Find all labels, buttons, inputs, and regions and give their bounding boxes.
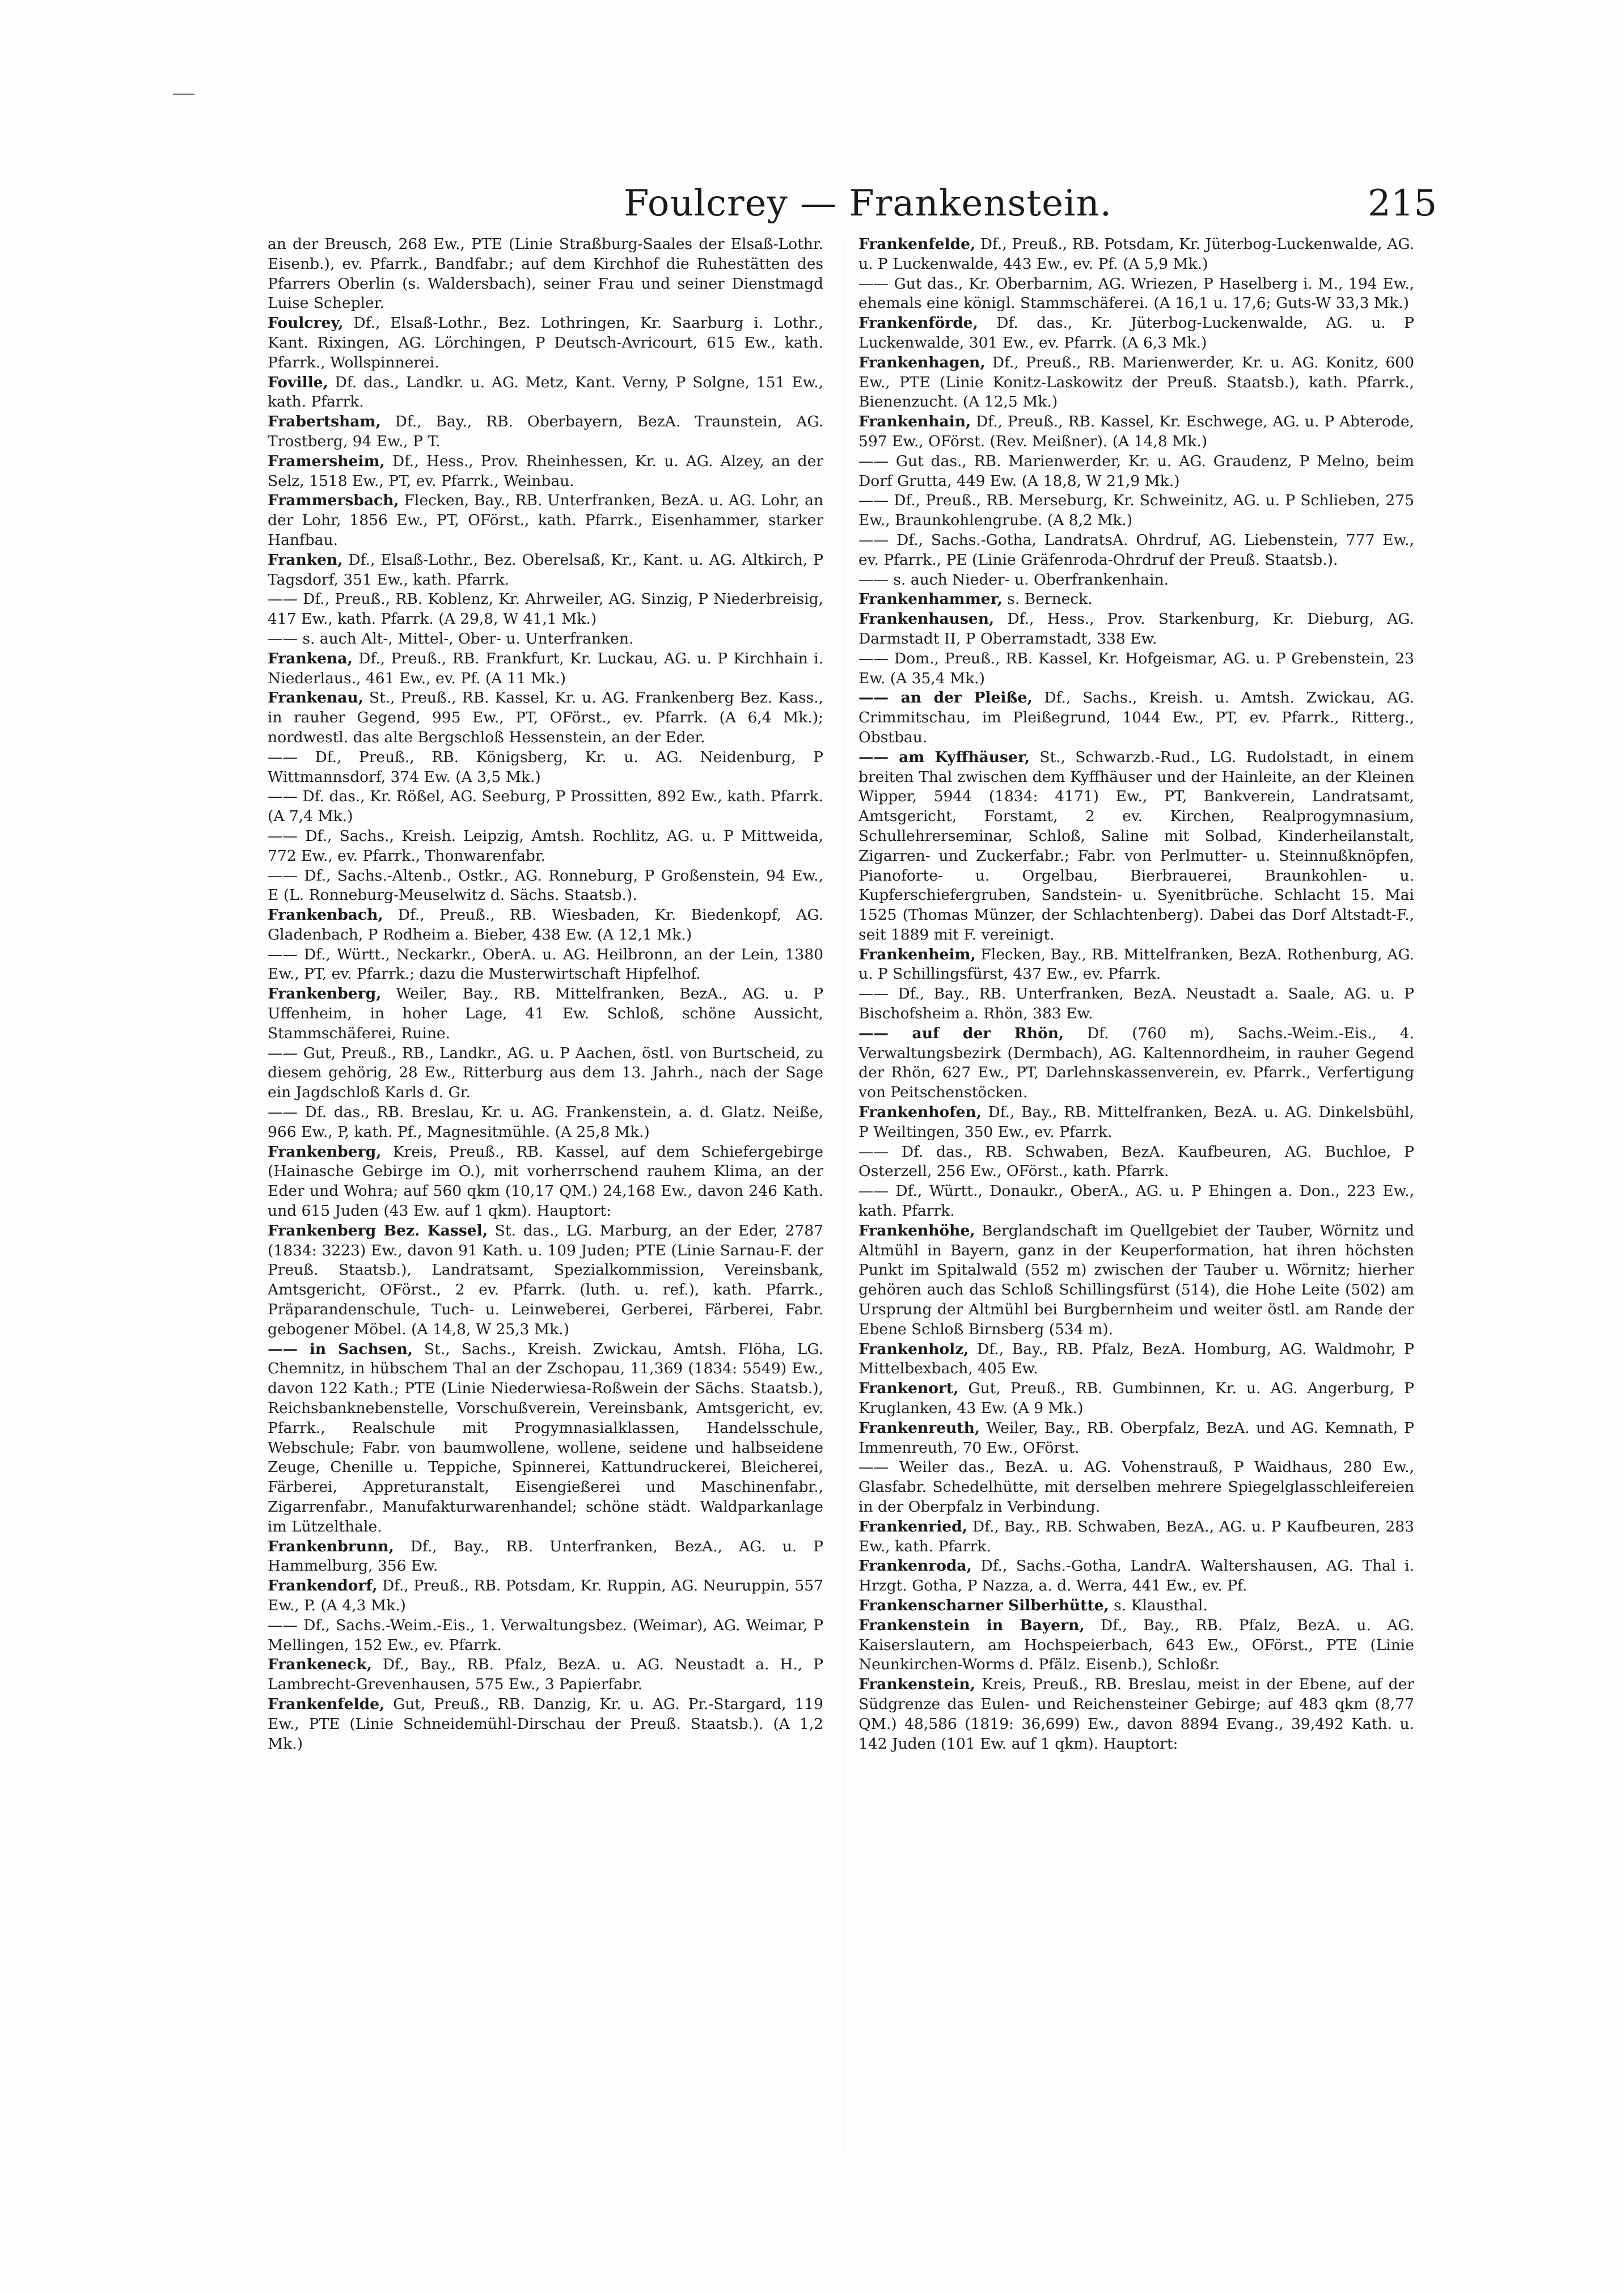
dictionary-entry [268, 452, 823, 492]
entry-headword: Frabertsham, [268, 413, 381, 431]
running-head: Foulcrey — Frankenstein. [624, 183, 1112, 225]
dictionary-entry [268, 235, 823, 314]
dictionary-entry [268, 1576, 823, 1616]
dictionary-entry [858, 1379, 1414, 1419]
entry-headword: —— in Sachsen, [268, 1340, 413, 1358]
entry-text: —— Weiler das., BezA. u. AG. Vohenstrauß, P Waidhaus, 280 Ew., Glasfabr. Schedelhütte, mit derselben mehrere Spiegelglasschleifereien in der Oberpfalz in Verbindung. [858, 1458, 1414, 1516]
entry-headword: Frankenberg, [268, 1143, 382, 1161]
entry-text: Df. das., Landkr. u. AG. Metz, Kant. Verny, P Solgne, 151 Ew., kath. Pfarrk. [268, 373, 823, 411]
entry-text: —— Df. das., RB. Breslau, Kr. u. AG. Frankenstein, a. d. Glatz. Neiße, 966 Ew., P, kath. Pf., Magnesitmühle. (A 25,8 Mk.) [268, 1103, 823, 1141]
entry-headword: Frankenfelde, [858, 235, 976, 253]
entry-headword: Frankenbrunn, [268, 1537, 394, 1555]
entry-headword: Frankenstein in Bayern, [858, 1616, 1085, 1634]
dictionary-entry [268, 984, 823, 1043]
entry-text: Df., Bay., RB. Pfalz, BezA. Homburg, AG. Waldmohr, P Mittelbexbach, 405 Ew. [858, 1340, 1414, 1378]
entry-text: Df. (760 m), Sachs.-Weim.-Eis., 4. Verwaltungsbezirk (Dermbach), AG. Kaltennordheim, in rauher Gegend der Rhön, 627 Ew., PT, Darlehnskassenverein, ev. Pfarrk., Verfertigung von Peitschenstöcken. [858, 1024, 1414, 1102]
entry-headword: Frankenhammer, [858, 590, 1003, 608]
entry-headword: Frankenort, [858, 1380, 959, 1398]
dictionary-entry [858, 274, 1414, 314]
entry-text: Df., Bay., RB. Pfalz, BezA. u. AG. Kaiserslautern, am Hochspeierbach, 643 Ew., OFörst., PTE (Linie Neunkirchen-Worms d. Pfälz. Eisenb.), Schloßr. [858, 1616, 1414, 1674]
dictionary-entry [268, 1537, 823, 1577]
dictionary-entry [858, 412, 1414, 452]
entry-headword: Foulcrey, [268, 314, 344, 332]
entry-headword: Frankenförde, [858, 314, 978, 332]
entry-text: St., Sachs., Kreish. Zwickau, Amtsh. Flöha, LG. Chemnitz, in hübschem Thal an der Zschopau, 11,369 (1834: 5549) Ew., davon 122 Kath.; PTE (Linie Niederwiesa-Roßwein der Sächs. Staatsb.), Reichsbanknebenstelle, Vorschußverein, Vereinsbank, Amtsgericht, ev. Pfarrk., Realschule mit Progymnasialklassen, Handelsschule, Webschule; Fabr. von baumwollene, wollene, seidene und halbseidene Zeuge, Chenille u. Teppiche, Spinnerei, Kattundruckerei, Bleicherei, Färberei, Appreturanstalt, Eisengießerei und Maschinenfabr., Zigarrenfabr., Manufakturwarenhandel; schöne städt. Waldparkanlage im Lützelthale. [268, 1340, 823, 1535]
entry-text: Df., Preuß., RB. Wiesbaden, Kr. Biedenkopf, AG. Gladenbach, P Rodheim a. Bieber, 438 Ew. (A 12,1 Mk.) [268, 906, 823, 944]
dictionary-entry [858, 1340, 1414, 1380]
entry-text: an der Breusch, 268 Ew., PTE (Linie Straßburg-Saales der Elsaß-Lothr. Eisenb.), ev. Pfarrk., Bandfabr.; auf dem Kirchhof die Ruhestätten des Pfarrers Oberlin (s. Waldersbach), seiner Frau und seiner Dienstmagd Luise Schepler. [268, 235, 823, 312]
dictionary-entry [268, 649, 823, 689]
entry-headword: Franken, [268, 551, 343, 569]
dictionary-entry [268, 688, 823, 747]
entry-text: Gut, Preuß., RB. Gumbinnen, Kr. u. AG. Angerburg, P Kruglanken, 43 Ew. (A 9 Mk.) [858, 1380, 1414, 1418]
dictionary-entry [858, 1419, 1414, 1458]
dictionary-entry [268, 491, 823, 550]
entry-headword: Frankenberg Bez. Kassel, [268, 1221, 488, 1239]
entry-headword: Frankenried, [858, 1517, 967, 1535]
dictionary-entry [858, 649, 1414, 689]
dictionary-entry [858, 1675, 1414, 1754]
dictionary-entry [858, 610, 1414, 649]
entry-text: s. Klausthal. [1109, 1596, 1208, 1614]
entry-text: Df., Elsaß-Lothr., Bez. Lothringen, Kr. Saarburg i. Lothr., Kant. Rixingen, AG. Lörchingen, P Deutsch-Avricourt, 615 Ew., kath. Pfarrk., Wollspinnerei. [268, 314, 823, 371]
entry-text: —— Df., Bay., RB. Unterfranken, BezA. Neustadt a. Saale, AG. u. P Bischofsheim a. Rhön, 383 Ew. [858, 985, 1414, 1023]
entry-headword: Frankenholz, [858, 1340, 969, 1358]
dictionary-entry [268, 1616, 823, 1656]
dictionary-entry [858, 353, 1414, 412]
entry-headword: Frankenheim, [858, 945, 976, 963]
entry-text: Df., Preuß., RB. Potsdam, Kr. Jüterbog-Luckenwalde, AG. u. P Luckenwalde, 443 Ew., ev. Pf. (A 5,9 Mk.) [858, 235, 1414, 273]
dictionary-entry [858, 314, 1414, 353]
entry-text: Df., Preuß., RB. Marienwerder, Kr. u. AG. Konitz, 600 Ew., PTE (Linie Konitz-Laskowitz der Preuß. Staatsb.), kath. Pfarrk., Bienenzucht. (A 12,5 Mk.) [858, 353, 1414, 411]
entry-text: —— Gut das., RB. Marienwerder, Kr. u. AG. Graudenz, P Melno, beim Dorf Grutta, 449 Ew. (A 18,8, W 21,9 Mk.) [858, 452, 1414, 490]
entry-headword: Frankenhöhe, [858, 1221, 975, 1239]
entry-headword: Frankenroda, [858, 1557, 972, 1575]
dictionary-entry [268, 1143, 823, 1221]
dictionary-entry [268, 945, 823, 985]
dictionary-entry [268, 314, 823, 373]
dictionary-entry [858, 235, 1414, 274]
dictionary-entry [268, 787, 823, 827]
dictionary-entry [858, 590, 1414, 610]
entry-text: Df., Hess., Prov. Rheinhessen, Kr. u. AG. Alzey, an der Selz, 1518 Ew., PT, ev. Pfarrk., Weinbau. [268, 452, 823, 490]
entry-text: Df., Preuß., RB. Kassel, Kr. Eschwege, AG. u. P Abterode, 597 Ew., OFörst. (Rev. Meißner). (A 14,8 Mk.) [858, 413, 1414, 450]
entry-headword: Foville, [268, 373, 328, 391]
entry-text: —— Df., Preuß., RB. Merseburg, Kr. Schweinitz, AG. u. P Schlieben, 275 Ew., Braunkohlengrube. (A 8,2 Mk.) [858, 492, 1414, 530]
entry-text: Gut, Preuß., RB. Danzig, Kr. u. AG. Pr.-Stargard, 119 Ew., PTE (Linie Schneidemühl-Dirschau der Preuß. Staatsb.). (A 1,2 Mk.) [268, 1695, 823, 1753]
entry-text: —— s. auch Alt-, Mittel-, Ober- u. Unterfranken. [268, 629, 634, 648]
entry-text: —— Dom., Preuß., RB. Kassel, Kr. Hofgeismar, AG. u. P Grebenstein, 23 Ew. (A 35,4 Mk.) [858, 649, 1414, 687]
dictionary-entry [268, 551, 823, 590]
entry-headword: Frankenreuth, [858, 1419, 980, 1437]
entry-text: Df., Hess., Prov. Starkenburg, Kr. Dieburg, AG. Darmstadt II, P Oberramstadt, 338 Ew. [858, 610, 1414, 648]
entry-text: St., Preuß., RB. Kassel, Kr. u. AG. Frankenberg Bez. Kass., in rauher Gegend, 995 Ew., PT, OFörst., ev. Pfarrk. (A 6,4 Mk.); nordwestl. das alte Bergschloß Hessenstein, an der Eder. [268, 689, 823, 746]
entry-headword: Frankena, [268, 649, 353, 667]
dictionary-entry [858, 491, 1414, 531]
entry-text: Berglandschaft im Quellgebiet der Tauber, Wörnitz und Altmühl in Bayern, ganz in der Keuperformation, hat ihren höchsten Punkt im Spitalwald (552 m) zwischen der Tauber u. Wörnitz; hierher gehören auch das Schloß Schillingsfürst (514), die Hohe Leite (502) am Ursprung der Altmühl bei Burgbernheim und weiter östl. am Rande der Ebene Schloß Birnsberg (534 m). [858, 1221, 1414, 1338]
dictionary-entry [858, 748, 1414, 945]
entry-text: —— Df. das., Kr. Rößel, AG. Seeburg, P Prossitten, 892 Ew., kath. Pfarrk. (A 7,4 Mk.) [268, 788, 823, 826]
entry-text: Df. das., Kr. Jüterbog-Luckenwalde, AG. u. P Luckenwalde, 301 Ew., ev. Pfarrk. (A 6,3 Mk.) [858, 314, 1414, 352]
entry-text: Df., Bay., RB. Pfalz, BezA. u. AG. Neustadt a. H., P Lambrecht-Grevenhausen, 575 Ew., 3 Papierfabr. [268, 1656, 823, 1694]
entry-headword: Frankeneck, [268, 1656, 372, 1674]
entry-text: —— Df., Württ., Neckarkr., OberA. u. AG. Heilbronn, an der Lein, 1380 Ew., PT, ev. Pfarrk.; dazu die Musterwirtschaft Hipfelhof. [268, 945, 823, 983]
entry-text: Weiler, Bay., RB. Oberpfalz, BezA. und AG. Kemnath, P Immenreuth, 70 Ew., OFörst. [858, 1419, 1414, 1457]
dictionary-entry [858, 1143, 1414, 1182]
dictionary-entry [268, 629, 823, 649]
entry-text: —— Df., Sachs.-Gotha, LandratsA. Ohrdruf, AG. Liebenstein, 777 Ew., ev. Pfarrk., PE (Linie Gräfenroda-Ohrdruf der Preuß. Staatsb.). [858, 531, 1414, 569]
entry-text: Weiler, Bay., RB. Mittelfranken, BezA., AG. u. P Uffenheim, in hoher Lage, 41 Ew. Schloß, schöne Aussicht, Stammschäferei, Ruine. [268, 985, 823, 1042]
entry-headword: —— auf der Rhön, [858, 1024, 1064, 1042]
entry-text: Df., Elsaß-Lothr., Bez. Oberelsaß, Kr., Kant. u. AG. Altkirch, P Tagsdorf, 351 Ew., kath. Pfarrk. [268, 551, 823, 589]
entry-headword: Frammersbach, [268, 492, 399, 510]
dictionary-entry [858, 1458, 1414, 1517]
dictionary-entry [858, 570, 1414, 590]
entry-text: —— Gut, Preuß., RB., Landkr., AG. u. P Aachen, östl. von Burtscheid, zu diesem gehörig, 28 Ew., Ritterburg aus dem 13. Jahrh., nach der Sage ein Jagdschloß Karls d. Gr. [268, 1044, 823, 1102]
page-number: 215 [1368, 183, 1437, 225]
page-edge-mark [173, 94, 194, 95]
entry-text: s. Berneck. [1002, 590, 1093, 608]
entry-text: Flecken, Bay., RB. Mittelfranken, BezA. Rothenburg, AG. u. P Schillingsfürst, 437 Ew., ev. Pfarrk. [858, 945, 1414, 983]
dictionary-entry [268, 1655, 823, 1695]
dictionary-entry [858, 1556, 1414, 1596]
dictionary-entry [858, 945, 1414, 985]
dictionary-entry [858, 1103, 1414, 1143]
entry-text: Df., Bay., RB. Mittelfranken, BezA. u. AG. Dinkelsbühl, P Weiltingen, 350 Ew., ev. Pfarrk. [858, 1103, 1414, 1141]
entry-headword: Frankenhagen, [858, 353, 986, 371]
dictionary-entry [858, 1596, 1414, 1616]
entry-text: Df., Preuß., RB. Potsdam, Kr. Ruppin, AG. Neuruppin, 557 Ew., P. (A 4,3 Mk.) [268, 1577, 823, 1614]
entry-text: —— Df., Sachs., Kreish. Leipzig, Amtsh. Rochlitz, AG. u. P Mittweida, 772 Ew., ev. Pfarrk., Thonwarenfabr. [268, 827, 823, 865]
entry-text: Df., Sachs., Kreish. u. Amtsh. Zwickau, AG. Crimmitschau, im Pleißegrund, 1044 Ew., PT, ev. Pfarrk., Ritterg., Obstbau. [858, 689, 1414, 746]
dictionary-entry [268, 590, 823, 629]
entry-headword: Frankendorf, [268, 1577, 378, 1595]
entry-headword: Frankenfelde, [268, 1695, 385, 1713]
dictionary-entry [268, 1340, 823, 1537]
entry-headword: Frankenhain, [858, 413, 971, 431]
entry-headword: Frankenberg, [268, 985, 382, 1003]
dictionary-entry [858, 1221, 1414, 1340]
entry-text: Df., Bay., RB. Schwaben, BezA., AG. u. P Kaufbeuren, 283 Ew., kath. Pfarrk. [858, 1517, 1414, 1555]
dictionary-entry [858, 1182, 1414, 1221]
dictionary-entry [268, 1044, 823, 1103]
entry-headword: Frankenbach, [268, 906, 383, 924]
entry-text: —— s. auch Nieder- u. Oberfrankenhain. [858, 570, 1169, 589]
entry-text: Df., Bay., RB. Oberbayern, BezA. Traunstein, AG. Trostberg, 94 Ew., P T. [268, 413, 823, 450]
entry-text: —— Df., Württ., Donaukr., OberA., AG. u. P Ehingen a. Don., 223 Ew., kath. Pfarrk. [858, 1182, 1414, 1220]
entry-text: St. das., LG. Marburg, an der Eder, 2787 (1834: 3223) Ew., davon 91 Kath. u. 109 Juden; PTE (Linie Sarnau-F. der Preuß. Staatsb.), Landratsamt, Spezialkommission, Vereinsbank, Amtsgericht, OFörst., 2 ev. Pfarrk. (luth. u. ref.), kath. Pfarrk., Präparandenschule, Tuch- u. Leinweberei, Gerberei, Färberei, Fabr. gebogener Möbel. (A 14,8, W 25,3 Mk.) [268, 1221, 823, 1338]
dictionary-entry [268, 748, 823, 788]
dictionary-entry [858, 984, 1414, 1024]
entry-text: Df., Bay., RB. Unterfranken, BezA., AG. u. P Hammelburg, 356 Ew. [268, 1537, 823, 1575]
entry-text: —— Df., Sachs.-Weim.-Eis., 1. Verwaltungsbez. (Weimar), AG. Weimar, P Mellingen, 152 Ew., ev. Pfarrk. [268, 1616, 823, 1654]
entry-text: —— Df., Sachs.-Altenb., Ostkr., AG. Ronneburg, P Großenstein, 94 Ew., E (L. Ronneburg-Meuselwitz d. Sächs. Staatsb.). [268, 866, 823, 904]
entry-headword: Frankenstein, [858, 1676, 975, 1694]
dictionary-entry [268, 373, 823, 413]
dictionary-entry [858, 531, 1414, 570]
dictionary-entry [268, 1695, 823, 1754]
dictionary-entry [858, 1024, 1414, 1103]
right-column [858, 235, 1414, 2208]
entry-text: Kreis, Preuß., RB. Kassel, auf dem Schiefergebirge (Hainasche Gebirge im O.), mit vorherrschend rauhem Klima, an der Eder und Wohra; auf 560 qkm (10,17 QM.) 24,168 Ew., davon 246 Kath. und 615 Juden (43 Ew. auf 1 qkm). Hauptort: [268, 1143, 823, 1220]
dictionary-entry [268, 1221, 823, 1340]
dictionary-entry [268, 412, 823, 452]
entry-headword: Frankenau, [268, 689, 363, 707]
entry-headword: Frankenhausen, [858, 610, 995, 628]
dictionary-entry [268, 866, 823, 906]
dictionary-entry [268, 827, 823, 866]
dictionary-entry [858, 688, 1414, 747]
dictionary-entry [858, 1616, 1414, 1675]
entry-text: Df., Sachs.-Gotha, LandrA. Waltershausen, AG. Thal i. Hrzgt. Gotha, P Nazza, a. d. Werra, 441 Ew., ev. Pf. [858, 1557, 1414, 1595]
entry-headword: Frankenscharner Silberhütte, [858, 1596, 1109, 1614]
entry-text: Kreis, Preuß., RB. Breslau, meist in der Ebene, auf der Südgrenze das Eulen- und Reichensteiner Gebirge; auf 483 qkm (8,77 QM.) 48,586 (1819: 36,699) Ew., davon 8894 Evang., 39,492 Kath. u. 142 Juden (101 Ew. auf 1 qkm). Hauptort: [858, 1676, 1414, 1753]
entry-headword: Frankenhofen, [858, 1103, 982, 1122]
dictionary-entry [858, 452, 1414, 492]
entry-text: —— Df., Preuß., RB. Koblenz, Kr. Ahrweiler, AG. Sinzig, P Niederbreisig, 417 Ew., kath. Pfarrk. (A 29,8, W 41,1 Mk.) [268, 590, 823, 628]
dictionary-entry [268, 906, 823, 945]
entry-text: —— Df. das., RB. Schwaben, BezA. Kaufbeuren, AG. Buchloe, P Osterzell, 256 Ew., OFörst., kath. Pfarrk. [858, 1143, 1414, 1181]
entry-headword: Framersheim, [268, 452, 385, 470]
entry-headword: —— am Kyffhäuser, [858, 748, 1030, 766]
dictionary-entry [268, 1103, 823, 1143]
entry-text: —— Df., Preuß., RB. Königsberg, Kr. u. AG. Neidenburg, P Wittmannsdorf, 374 Ew. (A 3,5 Mk.) [268, 748, 823, 786]
dictionary-entry [858, 1517, 1414, 1557]
entry-text: St., Schwarzb.-Rud., LG. Rudolstadt, in einem breiten Thal zwischen dem Kyffhäuser und der Hainleite, an der Kleinen Wipper, 5944 (1834: 4171) Ew., PT, Bankverein, Landratsamt, Amtsgericht, Forstamt, 2 ev. Kirchen, Realprogymnasium, Schullehrerseminar, Schloß, Saline mit Solbad, Kinderheilanstalt, Zigarren- und Zuckerfabr.; Fabr. von Perlmutter- u. Steinnußknöpfen, Pianoforte- u. Orgelbau, Bierbrauerei, Braunkohlen- u. Kupferschiefergruben, Sandstein- u. Syenitbrüche. Schlacht 15. Mai 1525 (Thomas Münzer, der Schlachtenberg). Dabei das Dorf Altstadt-F., seit 1889 mit F. vereinigt. [858, 748, 1414, 944]
entry-text: Flecken, Bay., RB. Unterfranken, BezA. u. AG. Lohr, an der Lohr, 1856 Ew., PT, OFörst., kath. Pfarrk., Eisenhammer, starker Hanfbau. [268, 492, 823, 549]
left-column [268, 235, 823, 2208]
entry-headword: —— an der Pleiße, [858, 689, 1033, 707]
entry-text: Df., Preuß., RB. Frankfurt, Kr. Luckau, AG. u. P Kirchhain i. Niederlaus., 461 Ew., ev. Pf. (A 11 Mk.) [268, 649, 823, 687]
entry-text: —— Gut das., Kr. Oberbarnim, AG. Wriezen, P Haselberg i. M., 194 Ew., ehemals eine königl. Stammschäferei. (A 16,1 u. 17,6; Guts-W 33,3 Mk.) [858, 274, 1414, 312]
